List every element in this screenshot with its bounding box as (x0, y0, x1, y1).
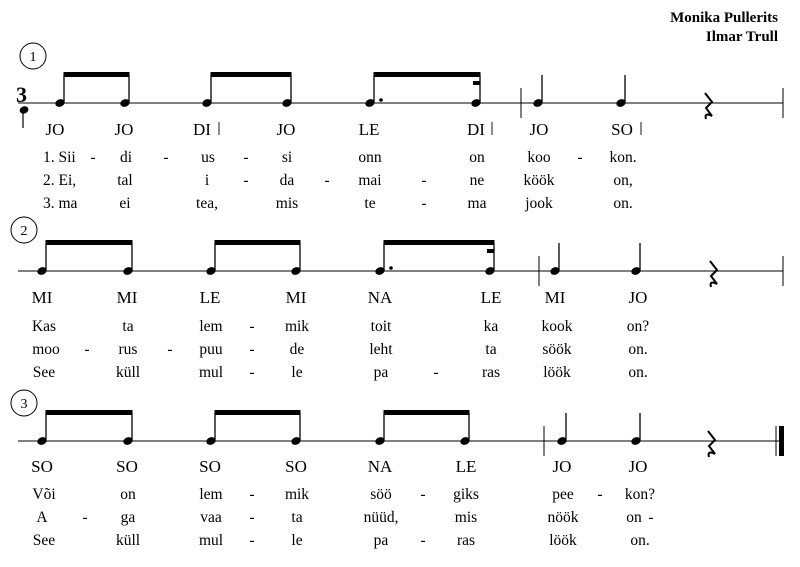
lyric-syllable: mai (358, 172, 382, 189)
lyric-syllable: puu (199, 341, 223, 358)
quarter-rest (705, 93, 712, 119)
solfege-syllable: JO (276, 120, 296, 139)
solfege-syllable: LE (455, 457, 477, 476)
quarter-note (630, 413, 642, 446)
lyric-hyphen: - (167, 341, 173, 358)
lyric-syllable: ka (483, 318, 499, 335)
lyric-syllable: mis (275, 195, 299, 212)
lyricist-credit: Ilmar Trull (705, 29, 778, 45)
solfege-syllable: LE (199, 288, 221, 307)
lyric-syllable: le (291, 532, 303, 549)
lyric-syllable: Või (32, 486, 56, 503)
time-signature: 3 (16, 82, 27, 107)
lyric-syllable: giks (453, 486, 479, 503)
lyric-hyphen: - (421, 195, 427, 212)
system-2 (11, 217, 783, 381)
solfege-syllable: NA (367, 457, 393, 476)
lyric-syllable: ras (481, 364, 501, 381)
lyric-syllable: ne (469, 172, 485, 189)
quarter-rest (710, 261, 717, 287)
lyric-syllable: lem (199, 486, 223, 503)
solfege-syllable: JO (552, 457, 572, 476)
solfege-syllable: MI (31, 288, 53, 307)
lyric-syllable: See (32, 532, 56, 549)
lyric-syllable: on (120, 486, 136, 503)
quarter-note (615, 75, 627, 108)
lyric-syllable: toit (370, 318, 392, 335)
lyric-hyphen: - (249, 364, 255, 381)
lyric-syllable: on (626, 509, 642, 526)
solfege-syllable: SO (31, 457, 53, 476)
quarter-note (630, 243, 642, 276)
lyric-syllable: koo (527, 149, 551, 166)
lyric-syllable: ga (120, 509, 136, 526)
lyric-syllable: A (36, 509, 48, 526)
lyric-syllable: i (204, 172, 210, 189)
lyric-hyphen: - (433, 364, 439, 381)
lyric-syllable: on. (630, 532, 650, 549)
lyric-syllable: söök (542, 341, 572, 358)
lyric-syllable: te (364, 195, 376, 212)
system-number: 1 (29, 50, 37, 65)
quarter-note (556, 413, 568, 446)
solfege-syllable: JO (628, 457, 648, 476)
lyric-syllable: mik (284, 318, 310, 335)
lyric-hyphen: - (249, 532, 255, 549)
lyric-hyphen: - (421, 172, 427, 189)
system-number: 2 (20, 224, 28, 239)
lyric-syllable: mul (198, 532, 224, 549)
lyric-syllable: on, (613, 172, 633, 189)
solfege-syllable: SO (116, 457, 138, 476)
lyric-syllable: küll (115, 364, 141, 381)
lyric-syllable: ma (467, 195, 487, 212)
lyric-syllable: mik (284, 486, 310, 503)
solfege-syllable: JO (45, 120, 65, 139)
lyric-syllable: si (281, 149, 293, 166)
lyric-syllable: onn (358, 149, 382, 166)
solfege-syllable: MI (116, 288, 138, 307)
lyric-hyphen: - (249, 341, 255, 358)
lyric-hyphen: - (420, 532, 426, 549)
lyric-hyphen: - (648, 509, 654, 526)
lyric-syllable: vaa (200, 509, 222, 526)
lyric-hyphen: - (82, 509, 88, 526)
lyric-syllable: tal (117, 172, 133, 189)
lyric-syllable: de (289, 341, 305, 358)
lyric-syllable: tea, (196, 195, 218, 212)
lyric-syllable: 3. ma (43, 195, 78, 212)
lyric-syllable: moo (32, 341, 60, 358)
lyric-hyphen: - (324, 172, 330, 189)
solfege-syllable: JO (628, 288, 648, 307)
lyric-syllable: on. (628, 341, 648, 358)
lyric-syllable: ta (291, 509, 303, 526)
lyric-syllable: da (279, 172, 295, 189)
lyric-syllable: 2. Ei, (43, 172, 77, 189)
lyric-syllable: ei (119, 195, 131, 212)
lyric-hyphen: - (243, 149, 249, 166)
lyric-syllable: nüüd, (363, 509, 399, 526)
lyric-syllable: See (32, 364, 56, 381)
lyric-hyphen: - (163, 149, 169, 166)
lyric-syllable: nöök (547, 509, 579, 526)
lyric-syllable: küll (115, 532, 141, 549)
lyric-hyphen: - (84, 341, 90, 358)
lyric-syllable: di (119, 149, 133, 166)
lyric-syllable: löök (543, 364, 571, 381)
solfege-syllable: NA (367, 288, 393, 307)
lyric-hyphen: - (249, 318, 255, 335)
lyric-syllable: le (291, 364, 303, 381)
lyric-hyphen: - (249, 509, 255, 526)
lyric-syllable: kook (541, 318, 573, 335)
lyric-syllable: on. (613, 195, 633, 212)
lyric-syllable: mis (454, 509, 478, 526)
lyric-syllable: leht (369, 341, 393, 358)
system-3 (11, 390, 784, 549)
solfege-syllable: JO (529, 120, 549, 139)
lyric-syllable: kon. (609, 149, 637, 166)
lyric-syllable: ras (456, 532, 476, 549)
lyric-syllable: ta (485, 341, 497, 358)
solfege-syllable: DI (193, 120, 211, 139)
lyric-syllable: löök (549, 532, 577, 549)
lyric-syllable: ta (122, 318, 134, 335)
lyric-syllable: on? (626, 318, 650, 335)
solfege-syllable: LE (480, 288, 502, 307)
lyric-syllable: lem (199, 318, 223, 335)
quarter-note (532, 75, 544, 108)
final-bar-thick (779, 426, 784, 456)
lyric-syllable: söö (370, 486, 392, 503)
lyric-syllable: us (201, 149, 215, 166)
quarter-note (549, 243, 561, 276)
solfege-syllable: SO (199, 457, 221, 476)
lyric-syllable: on (469, 149, 485, 166)
quarter-rest (708, 431, 715, 457)
lyric-syllable: kon? (624, 486, 656, 503)
lyric-hyphen: - (90, 149, 96, 166)
lyric-syllable: pa (373, 364, 389, 381)
lyric-syllable: Kas (31, 318, 57, 335)
lyric-syllable: mul (198, 364, 224, 381)
lyric-syllable: on. (628, 364, 648, 381)
solfege-syllable: LE (358, 120, 380, 139)
composer-credit: Monika Pullerits (670, 10, 778, 26)
solfege-syllable: MI (285, 288, 307, 307)
lyric-syllable: 1. Sii (43, 149, 76, 166)
lyric-hyphen: - (243, 172, 249, 189)
lyric-hyphen: - (577, 149, 583, 166)
solfege-syllable: SO (611, 120, 633, 139)
lyric-syllable: pee (552, 486, 574, 503)
solfege-syllable: DI (467, 120, 485, 139)
lyric-syllable: jook (525, 195, 553, 212)
solfege-syllable: JO (114, 120, 134, 139)
solfege-syllable: MI (544, 288, 566, 307)
lyric-syllable: rus (118, 341, 138, 358)
lyric-hyphen: - (597, 486, 603, 503)
lyric-hyphen: - (249, 486, 255, 503)
system-number: 3 (20, 397, 28, 412)
lyric-syllable: pa (373, 532, 389, 549)
lyric-hyphen: - (420, 486, 426, 503)
system-1 (16, 43, 783, 212)
solfege-syllable: SO (285, 457, 307, 476)
lyric-syllable: köök (523, 172, 555, 189)
